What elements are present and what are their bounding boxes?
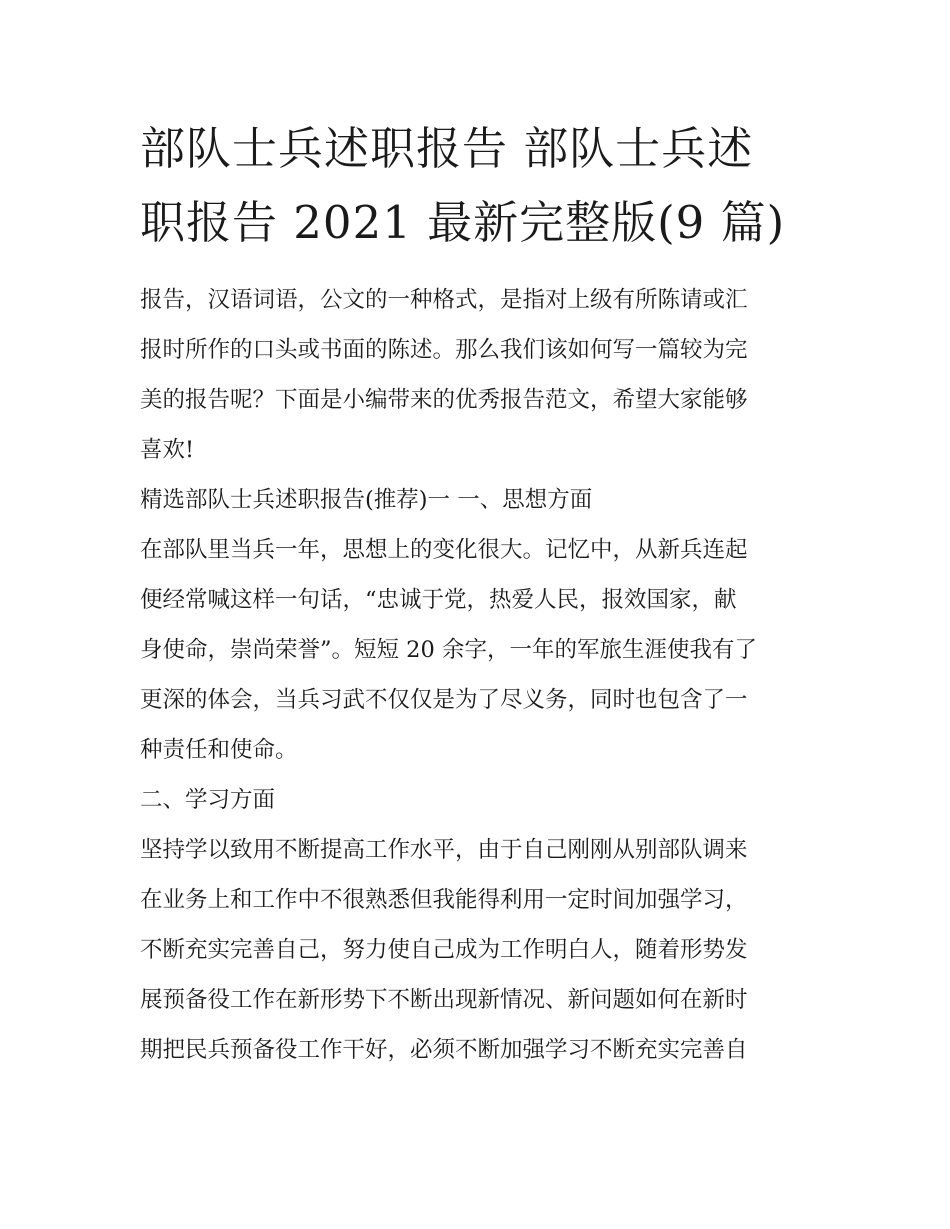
title-line-2-text: 职报告 2021 最新完整版(9 篇) bbox=[140, 196, 786, 249]
section-one-line: 在部队里当兵一年，思想上的变化很大。记忆中，从新兵连起 bbox=[140, 537, 748, 563]
section-one-line: 便经常喊这样一句话，“忠诚于党，热爱人民，报效国家，献 bbox=[140, 587, 737, 613]
section-one-line: 种责任和使命。 bbox=[140, 737, 298, 763]
title-line-2 bbox=[140, 186, 830, 260]
section-two-line: 展预备役工作在新形势下不断出现新情况、新问题如何在新时 bbox=[140, 987, 748, 1013]
section-one-heading: 精选部队士兵述职报告(推荐)一 一、思想方面 bbox=[140, 487, 593, 513]
section-two-line: 期把民兵预备役工作干好，必须不断加强学习不断充实完善自 bbox=[140, 1037, 748, 1063]
title-line-1: 部队士兵述职报告 部队士兵述 bbox=[140, 122, 754, 175]
section-one-line: 身使命，崇尚荣誉”。短短 20 余字，一年的军旅生涯使我有了 bbox=[140, 637, 757, 663]
intro-line: 报时所作的口头或书面的陈述。那么我们该如何写一篇较为完 bbox=[140, 337, 748, 363]
section-one-line: 更深的体会，当兵习武不仅仅是为了尽义务，同时也包含了一 bbox=[140, 687, 748, 713]
intro-line: 报告，汉语词语，公文的一种格式，是指对上级有所陈请或汇 bbox=[140, 287, 748, 313]
document-body bbox=[140, 275, 830, 1075]
section-one bbox=[140, 475, 830, 775]
intro-line: 喜欢! bbox=[140, 437, 195, 463]
document-title bbox=[140, 112, 830, 260]
section-two-line: 不断充实完善自己，努力使自己成为工作明白人，随着形势发 bbox=[140, 937, 748, 963]
intro-line: 美的报告呢？下面是小编带来的优秀报告范文，希望大家能够 bbox=[140, 387, 748, 413]
section-two-line: 在业务上和工作中不很熟悉但我能得利用一定时间加强学习， bbox=[140, 887, 748, 913]
intro-paragraph bbox=[140, 275, 830, 475]
section-two-line: 坚持学以致用不断提高工作水平，由于自己刚刚从别部队调来 bbox=[140, 837, 748, 863]
section-two bbox=[140, 775, 830, 1075]
section-two-heading: 二、学习方面 bbox=[140, 787, 276, 813]
